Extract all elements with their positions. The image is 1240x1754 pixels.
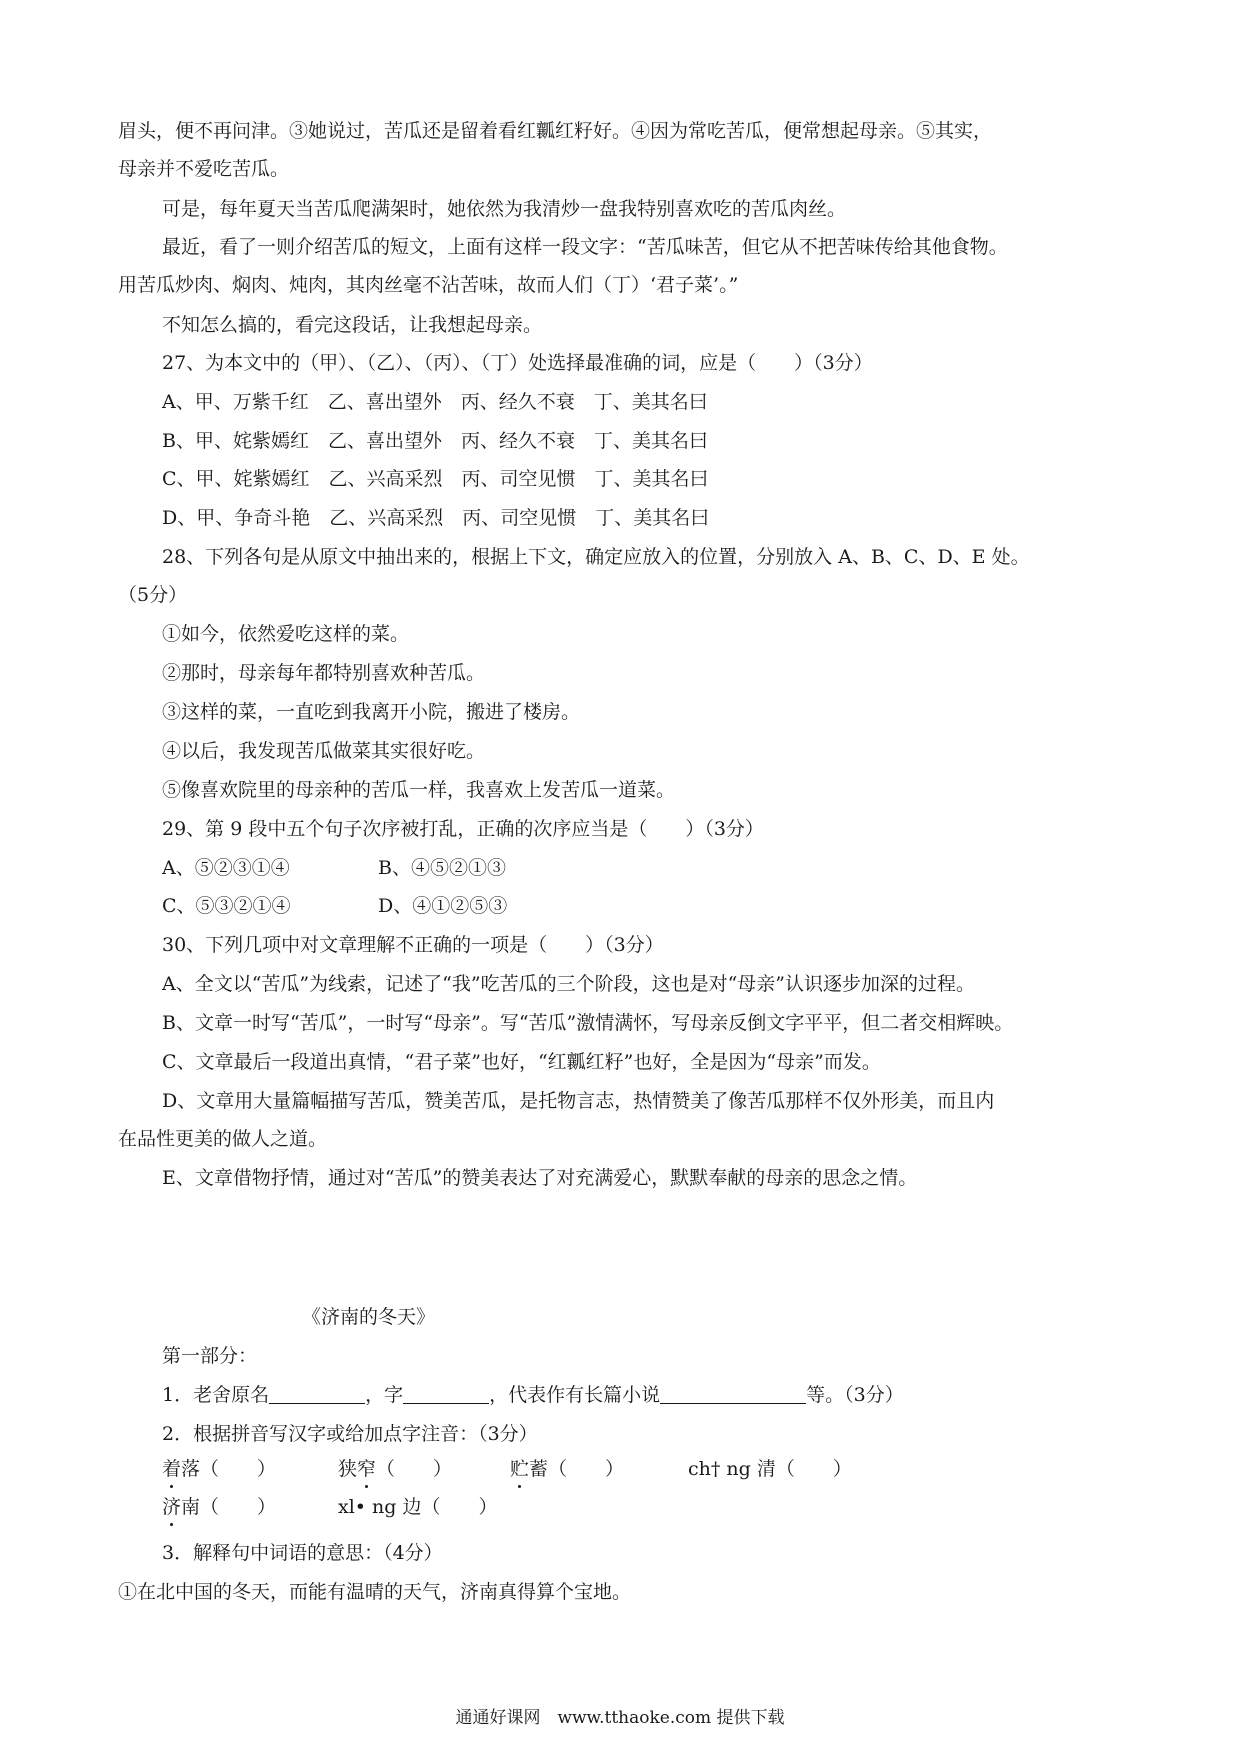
question-30-option-a: A、全文以“苦瓜”为线索，记述了“我”吃苦瓜的三个阶段，这也是对“母亲”认识逐步加深的过程。 (162, 973, 976, 995)
passage-paragraph-4: 不知怎么搞的，看完这段话，让我想起母亲。 (162, 314, 543, 336)
q1-text-b: ，字 (365, 1384, 404, 1406)
question-29-stem: 29、第 9 段中五个句子次序被打乱，正确的次序应当是（ ）（3分） (162, 818, 764, 840)
q2-word-6: xl• ng 边（ ） (338, 1496, 498, 1518)
question-28-item-3: ③这样的菜，一直吃到我离开小院，搬进了楼房。 (162, 701, 581, 723)
passage-paragraph-1-line-1: 眉头，便不再问津。③她说过，苦瓜还是留着看红瓤红籽好。④因为常吃苦瓜，便常想起母亲。⑤其实， (118, 120, 993, 142)
question-28-stem-line-2: （5分） (118, 584, 188, 606)
q2-word-2 (338, 1456, 452, 1482)
question-29-option-d: D、④①②⑤③ (378, 895, 508, 917)
question-28-item-1: ①如今，依然爱吃这样的菜。 (162, 623, 410, 645)
q2-word-3-rest: 蓄（ ） (529, 1458, 625, 1480)
passage-paragraph-3-line-1: 最近，看了一则介绍苦瓜的短文，上面有这样一段文字：“苦瓜味苦，但它从不把苦味传给其他食物。 (162, 236, 1008, 258)
question-30-stem: 30、下列几项中对文章理解不正确的一项是（ ）（3分） (162, 934, 664, 956)
q2-word-3 (510, 1456, 624, 1482)
question-27-option-b: B、甲、姹紫嫣红 乙、喜出望外 丙、经久不衰 丁、美其名曰 (162, 430, 708, 452)
section-question-2-stem: 2．根据拼音写汉字或给加点字注音：（3分） (162, 1423, 538, 1445)
q1-blank-courtesy-name[interactable] (403, 1383, 489, 1404)
question-27-option-d: D、甲、争奇斗艳 乙、兴高采烈 丙、司空见惯 丁、美其名曰 (162, 507, 710, 529)
q2-word-4: ch† ng 清（ ） (688, 1458, 852, 1480)
q2-word-5-rest: 南（ ） (181, 1496, 277, 1518)
q1-text-a: 1．老舍原名 (162, 1384, 270, 1406)
question-29-option-b: B、④⑤②①③ (378, 857, 506, 879)
section-question-1 (162, 1382, 904, 1408)
q2-word-3-dotted-char: 贮 (510, 1458, 530, 1480)
passage-paragraph-1-line-2: 母亲并不爱吃苦瓜。 (118, 158, 290, 180)
section-title: 《济南的冬天》 (302, 1306, 436, 1328)
q1-text-d: 等。（3分） (806, 1384, 904, 1406)
q2-word-2-char-1: 狭 (338, 1458, 358, 1480)
question-30-option-e: E、文章借物抒情，通过对“苦瓜”的赞美表达了对充满爱心，默默奉献的母亲的思念之情。 (162, 1167, 918, 1189)
question-30-option-c: C、文章最后一段道出真情，“君子菜”也好，“红瓤红籽”也好，全是因为“母亲”而发。 (162, 1051, 881, 1073)
section-part-heading: 第一部分： (162, 1345, 258, 1367)
passage-paragraph-3-line-2: 用苦瓜炒肉、焖肉、炖肉，其肉丝毫不沾苦味，故而人们（丁）‘君子菜’。” (118, 274, 739, 296)
q1-text-c: ，代表作有长篇小说 (489, 1384, 661, 1406)
section-question-3-stem: 3．解释句中词语的意思：（4分） (162, 1542, 443, 1564)
q2-word-1-dotted-char: 着 (162, 1458, 182, 1480)
question-28-stem-line-1: 28、下列各句是从原文中抽出来的，根据上下文，确定应放入的位置，分别放入 A、B、C、D、E 处。 (162, 546, 1030, 568)
q1-blank-original-name[interactable] (269, 1383, 365, 1404)
passage-paragraph-2: 可是，每年夏天当苦瓜爬满架时，她依然为我清炒一盘我特别喜欢吃的苦瓜肉丝。 (162, 198, 847, 220)
question-29-option-a: A、⑤②③①④ (162, 857, 290, 879)
question-27-option-c: C、甲、姹紫嫣红 乙、兴高采烈 丙、司空见惯 丁、美其名曰 (162, 468, 709, 490)
question-30-option-d-line-2: 在品性更美的做人之道。 (118, 1128, 328, 1150)
question-30-option-d-line-1: D、文章用大量篇幅描写苦瓜，赞美苦瓜，是托物言志，热情赞美了像苦瓜那样不仅外形美，而且内 (162, 1090, 995, 1112)
q2-word-5-dotted-char: 济 (162, 1496, 182, 1518)
q2-word-5 (162, 1494, 276, 1520)
q2-word-2-dotted-char: 窄 (357, 1458, 377, 1480)
question-28-item-4: ④以后，我发现苦瓜做菜其实很好吃。 (162, 740, 486, 762)
question-27-stem: 27、为本文中的（甲）、（乙）、（丙）、（丁）处选择最准确的词，应是（ ）（3分） (162, 352, 873, 374)
question-29-option-c: C、⑤③②①④ (162, 895, 291, 917)
section-question-3-item-1: ①在北中国的冬天，而能有温晴的天气，济南真得算个宝地。 (118, 1581, 632, 1603)
question-28-item-2: ②那时，母亲每年都特别喜欢种苦瓜。 (162, 662, 486, 684)
question-28-item-5: ⑤像喜欢院里的母亲种的苦瓜一样，我喜欢上发苦瓜一道菜。 (162, 779, 676, 801)
page-footer: 通通好课网 www.tthaoke.com 提供下载 (455, 1708, 785, 1728)
q2-word-1-rest: 落（ ） (181, 1458, 277, 1480)
q1-blank-novel-title[interactable] (660, 1383, 806, 1404)
q2-word-1 (162, 1456, 276, 1482)
question-27-option-a: A、甲、万紫千红 乙、喜出望外 丙、经久不衰 丁、美其名曰 (162, 391, 708, 413)
question-30-option-b: B、文章一时写“苦瓜”，一时写“母亲”。写“苦瓜”激情满怀，写母亲反倒文字平平，但二者交相辉映。 (162, 1012, 1014, 1034)
q2-word-2-rest: （ ） (376, 1458, 453, 1480)
